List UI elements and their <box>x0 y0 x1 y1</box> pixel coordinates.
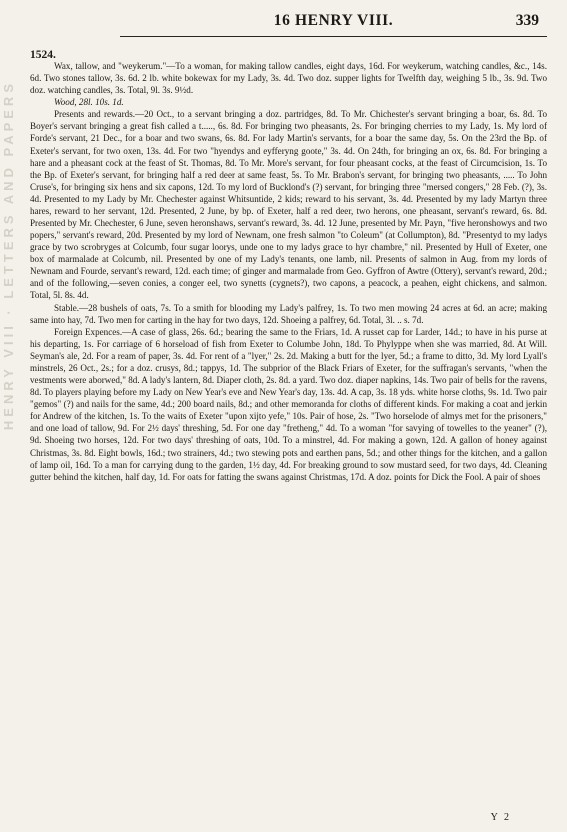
year-label: 1524. <box>30 49 56 61</box>
paragraph-presents-rewards: Presents and rewards.—20 Oct., to a servant bringing a doz. partridges, 8d. To Mr. Chichester's servant bringing a boar, 6s. 8d. To Boyer's servant bringing a great fish called a t....., 6s. 8d. For bringing two pheasants, 2s. For bringing cherries to my Lady, 1s. My lord of Forde's servant, 21 Dec., for a boar and two swans, 6s. 8d. For lady Martin's servants, for a boar the same day, 5s. On the 23rd the Bp. of Exeter's servant, for two oxen, 13s. 4d. For two "hyendys and eyfferyng goote," 3s. 4d. On 24th, for bringing an ox, 6s. 8d. For bringing a hare and a pheasant cock at the feast of St. Thomas, 8d. To Mr. More's servant, for four pheasant cocks, at the feast of Circumcision, 1s. To the Bp. of Exeter's servant, for bringing half a red deer at same feast, 5s. To Mr. Brabon's servant, for bringing two pheasants, ..... To John Cruse's, for bringing six hens and six capons, 12d. To my lord of Bucklond's (?) servant, for bringing three "mersed congers," 28 Feb. (?), 3s. 4d. Presented to my Lady by Mr. Chechester against Whitsuntide, 2 kids; reward to his servant, 3s. 4d. Presented by my lady Martyn three hares, reward to her servant, 12d. Presented, 2 June, by bp. of Exeter, half a red deer, two herons, one pheasant, servant's reward, 6s. 8d. Presented by Mr. Chechester, 6 June, seven heronshaws, servant's reward, 3s. 4d. 12 June, presented by Mr. Payn, "five heronshowys and two popers," servant's reward, 20d. Presented by my lord of Newnam, one fresh salmon "to Coleum" (at Collumpton), 8d. "Presentyd to my ladys grace by two scrobryges at Colcumb, four sugar loorys, unde one to my ladys grace to hyr chambre," nil. Presented by Hull of Exeter, one box of marmalade at Colcumb, nil. Presented by one of my Lady's tenants, one lamb, nil. Presents of salmon in Aug. from my lords of Newnam and Fourde, servant's reward, 12d. each time; of ginger and marmalade from Geo. Gyffron of Awtre (Ottery), servant's reward, 20d.; and of the following,—seven conies, a conger eel, two synetts (cygnets?), two capons, a peacock, a peahen, eight chickens, and salmon. Total, 5l. 8s. 4d. <box>30 109 547 301</box>
library-stamp-text: HENRY VIII · LETTERS AND PAPERS <box>1 80 16 431</box>
paragraph-wood: Wood, 28l. 10s. 1d. <box>54 97 124 108</box>
library-stamp <box>0 80 26 740</box>
running-head: 16 HENRY VIII. <box>273 12 394 29</box>
calendar-body <box>30 60 547 483</box>
paragraph-foreign-expences: Foreign Expences.—A case of glass, 26s. 6d.; bearing the same to the Friars, 1d. A russet cap for Larder, 14d.; to have in his purse at his departing, 1s. For carriage of 6 horseload of fish from Exeter to Columbe John, 18d. To Phylyppe when she was married, 8d. At Will. Seyman's ale, 2d. For a ream of paper, 3s. 4d. For rent of a "lyer," 2s. 2d. Making a butt for the lyer, 5d.; a frame to ditto, 3d. My lord Lyall's minstrels, 26 Oct., 2s.; for a doz. crusys, 8d.; tappys, 1d. The subprior of the Black Friars of Exeter, for the suffragan's servants, "when the vestments were aborwed," 8d. A lady's lantern, 8d. Diaper cloth, 2s. 8d. a yard. Two doz. diaper napkins, 14s. Two pair of bells for the ravens, 8d. To players playing before my Lady on New Year's eve and New Year's day, 13s. 4d. A cap, 3s. 18 yds. white horse cloths, 9s. 1d. Two pair "gemos" (?) and nails for the same, 4d.; 200 board nails, 8d.; and other memoranda for cloths of different kinds. For making a coat and jerkin for Andrew of the kitchen, 1s. To the waits of Exeter "upon xijto yefe," 10s. Pair of hose, 2s. "Two horselode of almys met for the prisoners," and one load of tallow, 9d. For 2½ days' threshing, 5d. For one day "fretheng," 4d. To a woman "for savying of towelles to the yeaner" (?), 9d. Shoeing two horses, 12d. For two days' threshing of oats, 10d. To a minstrel, 4d. For making a gown, 12d. A gallon of honey against Christmas, 3s. 8d. Eight bowls, 16d.; two strainers, 4d.; two stewing pots and earthen pans, 5d.; and other things for the kitchen, and a gallon of lamp oil, 16d. To a man for carrying dung to the garden, 1½ day, 4d. For breaking ground to sow mustard seed, for two days, 4d. Cleaning gutter behind the kitchen, half day, 1d. For oats for fatting the swans against Christmas, 17d. A doz. points for Dick the Fool. A pair of shoes <box>30 326 547 482</box>
signature-mark: Y 2 <box>490 812 511 823</box>
page-number: 339 <box>515 12 539 29</box>
paragraph-stable: Stable.—28 bushels of oats, 7s. To a smith for blooding my Lady's palfrey, 1s. To two men mowing 24 acres at 6d. an acre; making same into hay, 7d. Two men for carting in the hay for two days, 12d. Shoeing a palfrey, 6d. Total, 3l. .. s. 7d. <box>30 302 547 325</box>
paragraph-wax-tallow: Wax, tallow, and "weykerum."—To a woman, for making tallow candles, eight days, 16d. For weykerum, watching candles, &c., 14s. 6d. Two stones tallow, 3s. 6d. 2 lb. white bokewax for my Lady, 3s. 4d. Two doz. supper lights for Twelfth day, weighing 5 lb., 3s. 9d. Two doz. watching candles, 3s. Total, 9l. 3s. 9½d. <box>30 61 547 96</box>
page-header <box>120 12 547 37</box>
